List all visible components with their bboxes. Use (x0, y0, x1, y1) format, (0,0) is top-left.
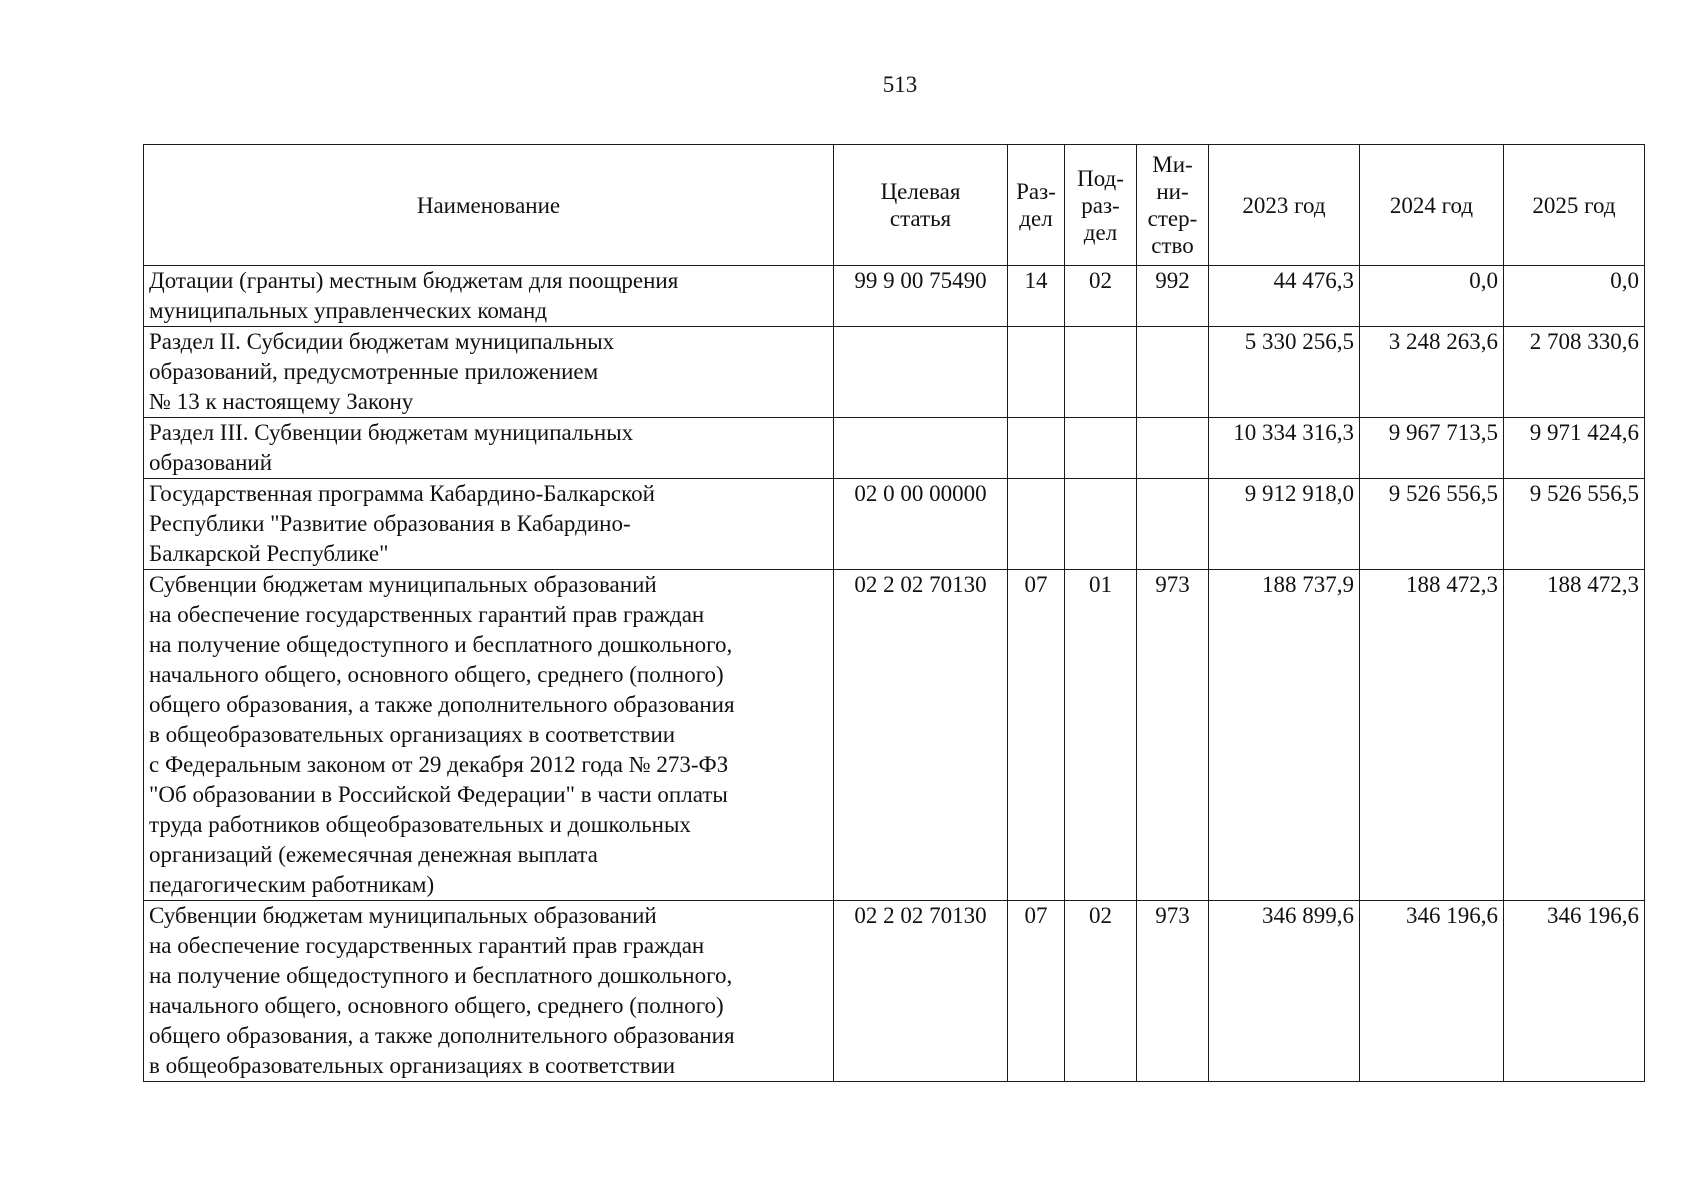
table-row (144, 418, 1645, 479)
name-line: на обеспечение государственных гарантий прав граждан (149, 602, 705, 627)
name-line: Раздел III. Субвенции бюджетам муниципальных (149, 420, 634, 445)
table-row (144, 266, 1645, 327)
cell-subsection (1065, 479, 1137, 570)
name-line: общего образования, а также дополнительного образования (149, 1023, 735, 1048)
cell-subsection: 01 (1065, 570, 1137, 901)
table-row (144, 479, 1645, 570)
name-line: Государственная программа Кабардино-Балкарской (149, 481, 655, 506)
cell-2023: 44 476,3 (1209, 266, 1360, 327)
cell-2023: 10 334 316,3 (1209, 418, 1360, 479)
cell-name (144, 266, 834, 327)
header-2023: 2023 год (1209, 145, 1360, 266)
cell-2024: 9 967 713,5 (1360, 418, 1504, 479)
cell-ministry (1137, 479, 1209, 570)
cell-section (1008, 327, 1065, 418)
name-line: Раздел II. Субсидии бюджетам муниципальных (149, 329, 615, 354)
cell-2024: 9 526 556,5 (1360, 479, 1504, 570)
header-section: Раз- дел (1008, 145, 1065, 266)
header-2024: 2024 год (1360, 145, 1504, 266)
name-line: Субвенции бюджетам муниципальных образований (149, 572, 657, 597)
cell-name (144, 479, 834, 570)
table-row (144, 327, 1645, 418)
header-subsection: Под- раз- дел (1065, 145, 1137, 266)
name-line: № 13 к настоящему Закону (149, 389, 414, 414)
cell-subsection (1065, 327, 1137, 418)
name-line: Дотации (гранты) местным бюджетам для поощрения (149, 268, 679, 293)
cell-2024: 346 196,6 (1360, 901, 1504, 1082)
cell-2023: 5 330 256,5 (1209, 327, 1360, 418)
name-line: муниципальных управленческих команд (149, 298, 548, 323)
cell-name (144, 418, 834, 479)
header-2025: 2025 год (1504, 145, 1645, 266)
cell-target-article (834, 327, 1008, 418)
table-header-row (144, 145, 1645, 266)
name-line: педагогическим работникам) (149, 872, 435, 897)
cell-ministry: 992 (1137, 266, 1209, 327)
cell-2025: 9 971 424,6 (1504, 418, 1645, 479)
cell-ministry (1137, 418, 1209, 479)
table-row (144, 901, 1645, 1082)
cell-subsection: 02 (1065, 266, 1137, 327)
cell-ministry: 973 (1137, 570, 1209, 901)
cell-section (1008, 479, 1065, 570)
cell-2024: 0,0 (1360, 266, 1504, 327)
cell-2025: 9 526 556,5 (1504, 479, 1645, 570)
cell-name (144, 327, 834, 418)
name-line: начального общего, основного общего, среднего (полного) (149, 662, 724, 687)
name-line: общего образования, а также дополнительного образования (149, 692, 735, 717)
name-line: в общеобразовательных организациях в соответствии (149, 1053, 676, 1078)
cell-target-article: 02 2 02 70130 (834, 901, 1008, 1082)
cell-section (1008, 418, 1065, 479)
cell-target-article (834, 418, 1008, 479)
cell-subsection: 02 (1065, 901, 1137, 1082)
name-line: с Федеральным законом от 29 декабря 2012 года № 273-ФЗ (149, 752, 729, 777)
name-line: Республики "Развитие образования в Кабардино- (149, 511, 631, 536)
cell-2025: 346 196,6 (1504, 901, 1645, 1082)
name-line: организаций (ежемесячная денежная выплата (149, 842, 598, 867)
name-line: в общеобразовательных организациях в соответствии (149, 722, 676, 747)
cell-2023: 9 912 918,0 (1209, 479, 1360, 570)
cell-target-article: 02 0 00 00000 (834, 479, 1008, 570)
name-line: на получение общедоступного и бесплатного дошкольного, (149, 963, 733, 988)
cell-target-article: 02 2 02 70130 (834, 570, 1008, 901)
cell-section: 07 (1008, 570, 1065, 901)
cell-section: 14 (1008, 266, 1065, 327)
cell-target-article: 99 9 00 75490 (834, 266, 1008, 327)
name-line: Субвенции бюджетам муниципальных образований (149, 903, 657, 928)
name-line: Балкарской Республике" (149, 541, 389, 566)
name-line: на получение общедоступного и бесплатного дошкольного, (149, 632, 733, 657)
cell-2024: 188 472,3 (1360, 570, 1504, 901)
name-line: "Об образовании в Российской Федерации" в части оплаты (149, 782, 728, 807)
cell-2023: 188 737,9 (1209, 570, 1360, 901)
cell-2025: 0,0 (1504, 266, 1645, 327)
name-line: образований (149, 450, 273, 475)
header-name: Наименование (144, 145, 834, 266)
header-ministry: Ми- ни- стер- ство (1137, 145, 1209, 266)
cell-subsection (1065, 418, 1137, 479)
cell-2024: 3 248 263,6 (1360, 327, 1504, 418)
page-number: 513 (882, 72, 918, 97)
table-row (144, 570, 1645, 901)
cell-ministry: 973 (1137, 901, 1209, 1082)
name-line: на обеспечение государственных гарантий прав граждан (149, 933, 705, 958)
cell-2025: 2 708 330,6 (1504, 327, 1645, 418)
cell-section: 07 (1008, 901, 1065, 1082)
name-line: образований, предусмотренные приложением (149, 359, 599, 384)
budget-table (143, 144, 1645, 1082)
name-line: начального общего, основного общего, среднего (полного) (149, 993, 724, 1018)
cell-ministry (1137, 327, 1209, 418)
name-line: труда работников общеобразовательных и дошкольных (149, 812, 691, 837)
table-body (144, 266, 1645, 1082)
cell-2023: 346 899,6 (1209, 901, 1360, 1082)
cell-2025: 188 472,3 (1504, 570, 1645, 901)
header-target-article: Целевая статья (834, 145, 1008, 266)
cell-name (144, 570, 834, 901)
cell-name (144, 901, 834, 1082)
